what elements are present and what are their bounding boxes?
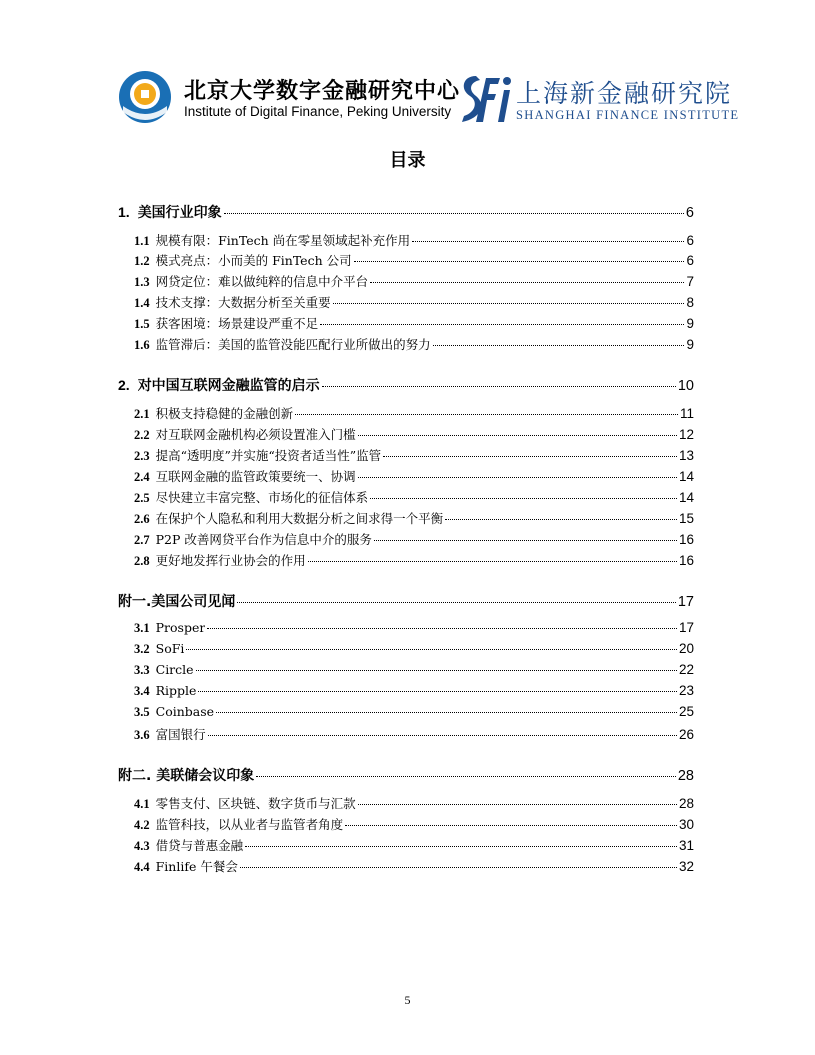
toc-leader-dots (256, 776, 676, 777)
toc-entry-page: 26 (678, 727, 694, 742)
toc-entry-page: 10 (677, 378, 694, 394)
toc-entry[interactable] (134, 272, 694, 290)
toc-entry-title: Circle (155, 662, 194, 677)
toc-leader-dots (216, 712, 677, 713)
toc-entry-title: 互联网金融的监管政策要统一、协调 (155, 469, 356, 484)
toc-entry-title: 积极支持稳健的金融创新 (155, 406, 294, 421)
toc-entry-number: 1.2 (134, 254, 150, 268)
toc-entry[interactable] (134, 857, 694, 875)
toc-entry-number: 2.8 (134, 554, 150, 568)
sfi-name-cn: 上海新金融研究院 (516, 79, 733, 108)
toc-entry-page: 8 (686, 295, 694, 310)
toc-entry[interactable] (118, 202, 694, 222)
toc-leader-dots (383, 456, 677, 457)
toc-entry[interactable] (134, 641, 694, 657)
toc-entry-number: 3.6 (134, 728, 150, 742)
toc-entry-page: 13 (678, 448, 694, 463)
toc-entry-page: 23 (678, 683, 694, 698)
toc-entry-title: 附一.美国公司见闻 (118, 594, 236, 610)
toc-entry-page: 6 (685, 205, 694, 221)
toc-entry-title: 提高“透明度”并实施“投资者适当性”监管 (155, 448, 382, 463)
toc-leader-dots (374, 540, 677, 541)
toc-entry[interactable] (134, 794, 694, 812)
toc-entry-number: 2.3 (134, 449, 150, 463)
toc-entry[interactable] (118, 375, 694, 395)
toc-entry-number: 3.4 (134, 684, 150, 698)
toc-leader-dots (370, 282, 684, 283)
toc-entry-title: 模式亮点：小而美的 FinTech 公司 (155, 253, 352, 268)
toc-entry-number: 2.6 (134, 512, 150, 526)
pku-name-en: Institute of Digital Finance, Peking University (184, 104, 452, 119)
toc-entry-title: 监管科技，以从业者与监管者角度 (155, 817, 344, 832)
toc-entry-title: Coinbase (155, 704, 215, 719)
toc-leader-dots (224, 213, 684, 214)
toc-entry[interactable] (134, 725, 694, 743)
toc-entry[interactable] (118, 591, 694, 611)
toc-entry-page: 17 (677, 594, 694, 610)
toc-entry[interactable] (134, 509, 694, 527)
page-number: 5 (404, 993, 411, 1007)
toc-entry-title: 在保护个人隐私和利用大数据分析之间求得一个平衡 (155, 511, 444, 526)
toc-entry-page: 12 (678, 427, 694, 442)
toc-entry-page: 16 (678, 532, 694, 547)
toc-entry[interactable] (134, 683, 694, 699)
toc-entry[interactable] (134, 231, 694, 249)
toc-entry-page: 6 (686, 233, 694, 248)
toc-entry-page: 6 (686, 253, 694, 268)
toc-leader-dots (237, 602, 676, 603)
toc-entry-title: Ripple (155, 683, 197, 698)
toc-entry[interactable] (134, 620, 694, 636)
toc-entry-page: 17 (678, 620, 694, 635)
toc-entry-page: 28 (678, 796, 694, 811)
toc-entry-title: 富国银行 (155, 727, 206, 742)
toc-entry-number: 2.7 (134, 533, 150, 547)
toc-entry-title: 美国行业印象 (137, 205, 222, 221)
toc-entry-title: 零售支付、区块链、数字货币与汇款 (155, 796, 356, 811)
toc-leader-dots (308, 561, 677, 562)
toc-entry-page: 20 (678, 641, 694, 656)
toc-leader-dots (295, 414, 678, 415)
toc-entry-page: 14 (678, 490, 694, 505)
toc-entry-page: 22 (678, 662, 694, 677)
toc-entry-title: 技术支撑：大数据分析至关重要 (155, 295, 331, 310)
toc-entry-title: 尽快建立丰富完整、市场化的征信体系 (155, 490, 369, 505)
toc-entry-number: 2.1 (134, 407, 150, 421)
toc-leader-dots (198, 691, 677, 692)
toc-entry-number: 4.3 (134, 839, 150, 853)
toc-entry[interactable] (134, 815, 694, 833)
toc-leader-dots (358, 477, 677, 478)
toc-entry-number: 2.2 (134, 428, 150, 442)
toc-leader-dots (412, 241, 684, 242)
toc-entry-page: 15 (678, 511, 694, 526)
toc-leader-dots (333, 303, 685, 304)
toc-entry[interactable] (134, 425, 694, 443)
toc-entry-page: 14 (678, 469, 694, 484)
toc-entry-title: 规模有限：FinTech 尚在零星领域起补充作用 (155, 233, 411, 248)
toc-leader-dots (445, 519, 677, 520)
toc-entry[interactable] (134, 335, 694, 353)
toc-leader-dots (186, 649, 677, 650)
toc-entry-page: 32 (678, 859, 694, 874)
toc-entry[interactable] (134, 551, 694, 569)
toc-entry-number: 1. (118, 204, 130, 220)
toc-leader-dots (358, 804, 677, 805)
toc-leader-dots (370, 498, 677, 499)
toc-entry-title: SoFi (155, 641, 185, 656)
toc-entry-number: 1.4 (134, 296, 150, 310)
toc-leader-dots (345, 825, 677, 826)
toc-entry-number: 3.5 (134, 705, 150, 719)
toc-entry-number: 4.4 (134, 860, 150, 874)
toc-entry[interactable] (134, 488, 694, 506)
toc-leader-dots (196, 670, 677, 671)
toc-entry-number: 1.6 (134, 338, 150, 352)
toc-leader-dots (240, 867, 677, 868)
toc-entry[interactable] (134, 530, 694, 548)
toc-leader-dots (320, 324, 684, 325)
toc-leader-dots (207, 628, 677, 629)
toc-entry-number: 3.1 (134, 621, 150, 635)
toc-entry-page: 25 (678, 704, 694, 719)
toc-entry-page: 11 (679, 406, 694, 421)
toc-entry-number: 3.2 (134, 642, 150, 656)
toc-leader-dots (433, 345, 685, 346)
toc-entry[interactable] (118, 765, 694, 785)
toc-entry-title: 附二. 美联储会议印象 (118, 768, 255, 784)
sfi-name-en: SHANGHAI FINANCE INSTITUTE (516, 108, 740, 122)
toc-leader-dots (245, 846, 677, 847)
toc-entry[interactable] (134, 446, 694, 464)
toc-leader-dots (208, 735, 677, 736)
toc-entry-number: 3.3 (134, 663, 150, 677)
toc-entry-number: 1.1 (134, 234, 150, 248)
toc-entry[interactable] (134, 251, 694, 269)
toc-entry[interactable] (134, 467, 694, 485)
toc-entry[interactable] (134, 836, 694, 854)
toc-entry-page: 31 (678, 838, 694, 853)
toc-entry-title: 借贷与普惠金融 (155, 838, 244, 853)
toc-entry-title: Prosper (155, 620, 206, 635)
toc-entry-title: 对互联网金融机构必须设置准入门槛 (155, 427, 356, 442)
toc-entry-page: 7 (686, 274, 694, 289)
toc-entry[interactable] (134, 704, 694, 720)
toc-entry[interactable] (134, 404, 694, 422)
toc-entry-number: 2.5 (134, 491, 150, 505)
toc-entry-number: 1.5 (134, 317, 150, 331)
toc-entry-page: 28 (677, 768, 694, 784)
toc-entry-title: 获客困境：场景建设严重不足 (155, 316, 319, 331)
toc-entry-number: 2. (118, 377, 130, 393)
toc-leader-dots (322, 386, 676, 387)
toc-entry-page: 30 (678, 817, 694, 832)
toc-entry-page: 16 (678, 553, 694, 568)
toc-entry-number: 4.2 (134, 818, 150, 832)
toc-entry-title: 监管滞后：美国的监管没能匹配行业所做出的努力 (155, 337, 431, 352)
toc-leader-dots (354, 261, 685, 262)
toc-entry-title: 对中国互联网金融监管的启示 (137, 378, 320, 394)
toc-entry[interactable] (134, 314, 694, 332)
toc-entry-page: 9 (686, 316, 694, 331)
toc-entry[interactable] (134, 662, 694, 678)
toc-title: 目录 (389, 150, 426, 171)
toc-entry-number: 2.4 (134, 470, 150, 484)
toc-entry[interactable] (134, 293, 694, 311)
toc-entry-title: P2P 改善网贷平台作为信息中介的服务 (155, 532, 372, 547)
toc-entry-title: Finlife 午餐会 (155, 859, 238, 874)
toc-leader-dots (358, 435, 677, 436)
toc-entry-title: 网贷定位：难以做纯粹的信息中介平台 (155, 274, 369, 289)
toc-entry-title: 更好地发挥行业协会的作用 (155, 553, 306, 568)
pku-name-cn: 北京大学数字金融研究中心 (184, 79, 461, 104)
toc-entry-number: 1.3 (134, 275, 150, 289)
toc-entry-page: 9 (686, 337, 694, 352)
toc-entry-number: 4.1 (134, 797, 150, 811)
